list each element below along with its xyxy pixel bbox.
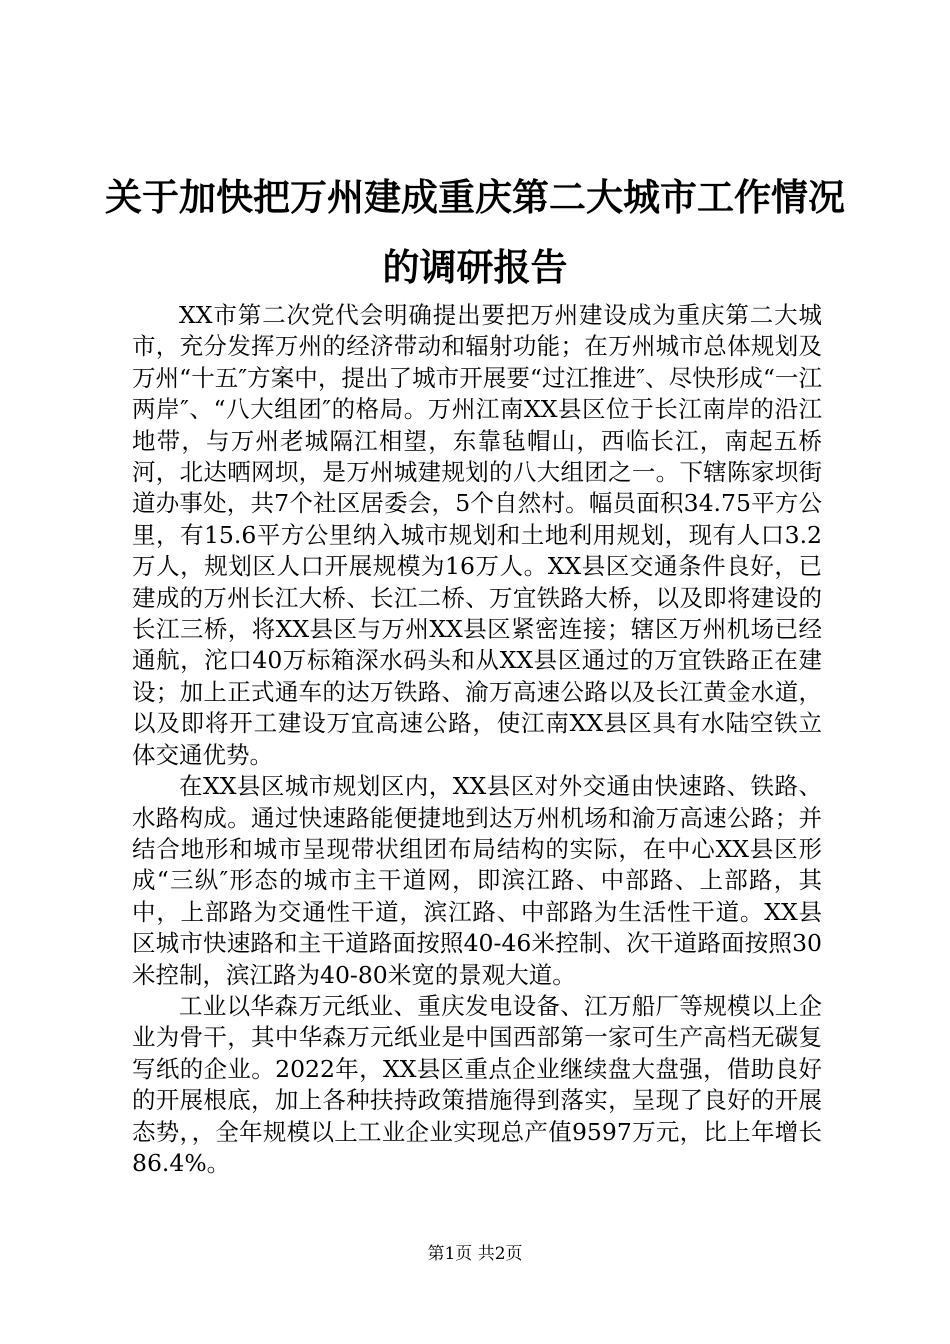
document-title: 关于加快把万州建成重庆第二大城市工作情况的调研报告 — [105, 176, 845, 289]
document-body — [132, 300, 822, 1179]
paragraph-2: 在XX县区城市规划区内，XX县区对外交通由快速路、铁路、水路构成。通过快速路能便捷地到达万州机场和渝万高速公路；并结合地形和城市呈现带状组团布局结构的实际，在中心XX县区形成“三纵″形态的城市主干道网，即滨江路、中部路、上部路，其中，上部路为交通性干道，滨江路、中部路为生活性干道。XX县区城市快速路和主干道路面按照40-46米控制、次干道路面按照30米控制，滨江路为40-80米宽的景观大道。 — [132, 772, 822, 989]
paragraph-3: 工业以华森万元纸业、重庆发电设备、江万船厂等规模以上企业为骨干，其中华森万元纸业是中国西部第一家可生产高档无碳复写纸的企业。2022年，XX县区重点企业继续盘大盘强，借助良好的开展根底，加上各种扶持政策措施得到落实，呈现了良好的开展态势，，全年规模以上工业企业实现总产值9597万元，比上年增长86.4%。 — [132, 991, 822, 1177]
paragraph-1: XX市第二次党代会明确提出要把万州建设成为重庆第二大城市，充分发挥万州的经济带动和辐射功能；在万州城市总体规划及万州“十五″方案中，提出了城市开展要“过江推进″、尽快形成“一江两岸″、“八大组团″的格局。万州江南XX县区位于长江南岸的沿江地带，与万州老城隔江相望，东靠毡帽山，西临长江，南起五桥河，北达晒网坝，是万州城建规划的八大组团之一。下辖陈家坝街道办事处，共7个社区居委会，5个自然村。幅员面积34.75平方公里，有15.6平方公里纳入城市规划和土地利用规划，现有人口3.2万人，规划区人口开展规模为16万人。XX县区交通条件良好，已建成的万州长江大桥、长江二桥、万宜铁路大桥，以及即将建设的长江三桥，将XX县区与万州XX县区紧密连接；辖区万州机场已经通航，沱口40万标箱深水码头和从XX县区通过的万宜铁路正在建设；加上正式通车的达万铁路、渝万高速公路以及长江黄金水道，以及即将开工建设万宜高速公路，使江南XX县区具有水陆空铁立体交通优势。 — [132, 301, 822, 769]
page-number-footer: 第1页 共2页 — [427, 1244, 523, 1264]
